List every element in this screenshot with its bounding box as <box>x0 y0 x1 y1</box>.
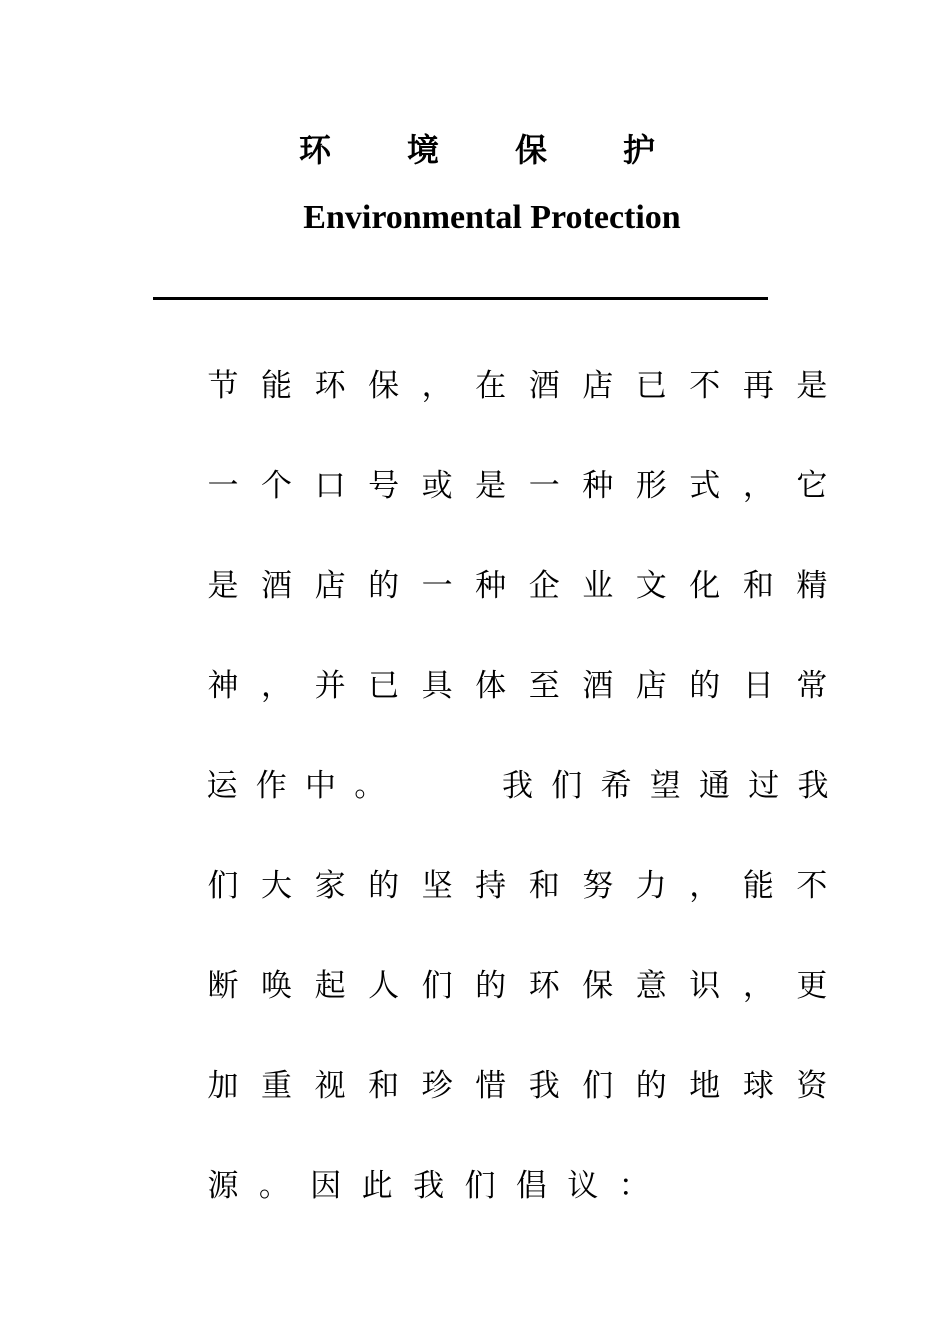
text-char: 号 <box>368 468 400 504</box>
text-line <box>205 536 830 636</box>
text-line <box>205 636 830 736</box>
text-char: 已 <box>368 668 400 704</box>
text-char: 并 <box>314 668 346 704</box>
text-char: 作 <box>255 768 287 804</box>
text-char: 运 <box>206 768 238 804</box>
text-char: 通 <box>699 768 730 804</box>
text-char: 过 <box>748 768 780 804</box>
text-line <box>205 336 830 436</box>
text-char: ： <box>618 1168 650 1204</box>
text-char: 们 <box>207 868 239 904</box>
text-char: 加 <box>207 1068 239 1104</box>
text-char: 形 <box>635 468 667 504</box>
text-char: 的 <box>368 868 400 904</box>
text-char: 地 <box>689 1068 721 1104</box>
text-char: 和 <box>368 1068 400 1104</box>
text-char: 业 <box>582 568 614 604</box>
text-char: 店 <box>314 568 346 604</box>
text-char: ， <box>689 868 721 904</box>
text-char: 店 <box>582 368 614 404</box>
text-char: 一 <box>421 568 453 604</box>
text-char: 已 <box>635 368 667 404</box>
text-char: 的 <box>689 668 721 704</box>
text-char: 的 <box>635 1068 667 1104</box>
text-char: 唤 <box>261 968 293 1004</box>
text-char: ， <box>742 968 774 1004</box>
text-char: 酒 <box>261 568 293 604</box>
text-char: 此 <box>361 1168 393 1204</box>
text-char: 是 <box>796 368 828 404</box>
text-char: 视 <box>314 1068 346 1104</box>
text-char: 大 <box>261 868 293 904</box>
text-char: 因 <box>310 1168 342 1204</box>
text-char: 。 <box>354 768 386 804</box>
text-char: 文 <box>635 568 667 604</box>
text-line <box>205 936 830 1036</box>
text-char: 识 <box>689 968 721 1004</box>
text-char: 们 <box>582 1068 614 1104</box>
text-char: 或 <box>421 468 453 504</box>
text-char: 店 <box>635 668 667 704</box>
text-char: 一 <box>528 468 560 504</box>
text-char: 能 <box>742 868 774 904</box>
text-char: 环 <box>528 968 560 1004</box>
text-char: 酒 <box>582 668 614 704</box>
text-char: 精 <box>796 568 828 604</box>
text-char: ， <box>261 668 293 704</box>
text-char: 它 <box>796 468 828 504</box>
text-char: 酒 <box>528 368 560 404</box>
title-english: Environmental Protection <box>303 199 681 236</box>
text-char: 在 <box>475 368 507 404</box>
text-char: 家 <box>314 868 346 904</box>
text-char: 再 <box>742 368 774 404</box>
title-char: 境 <box>406 131 439 169</box>
text-char: 意 <box>635 968 667 1004</box>
text-char: 断 <box>207 968 239 1004</box>
text-char: 的 <box>368 568 400 604</box>
text-char: 珍 <box>421 1068 453 1104</box>
horizontal-rule <box>153 297 768 300</box>
text-char: 是 <box>475 468 507 504</box>
text-char: 和 <box>742 568 774 604</box>
text-char: 神 <box>207 668 239 704</box>
text-char: 式 <box>689 468 721 504</box>
text-char: 化 <box>689 568 721 604</box>
text-char: 力 <box>635 868 667 904</box>
text-char: 。 <box>258 1168 290 1204</box>
text-char: 保 <box>368 368 400 404</box>
text-char: 个 <box>261 468 293 504</box>
text-char: 望 <box>649 768 681 804</box>
text-char: 能 <box>261 368 293 404</box>
text-line <box>205 1036 830 1136</box>
text-char: 体 <box>475 668 507 704</box>
text-char: 持 <box>475 868 507 904</box>
text-char: 希 <box>600 768 632 804</box>
text-char: 人 <box>368 968 400 1004</box>
text-char: 种 <box>475 568 507 604</box>
title-char: 保 <box>514 131 547 169</box>
text-line <box>205 836 830 936</box>
text-char: 我 <box>797 768 829 804</box>
text-char: 是 <box>207 568 239 604</box>
text-char: 坚 <box>421 868 453 904</box>
text-char: 我 <box>528 1068 560 1104</box>
text-char: 惜 <box>475 1068 507 1104</box>
text-char: 常 <box>796 668 828 704</box>
text-char: 企 <box>528 568 560 604</box>
text-char: 重 <box>261 1068 293 1104</box>
text-char: 不 <box>689 368 721 404</box>
text-char: 种 <box>582 468 614 504</box>
text-char: 们 <box>551 768 583 804</box>
text-char: 起 <box>314 968 346 1004</box>
text-char: 中 <box>305 768 336 804</box>
text-char: 更 <box>796 968 828 1004</box>
text-char: 努 <box>582 868 614 904</box>
title-char: 环 <box>298 131 331 169</box>
text-char: 源 <box>207 1168 239 1204</box>
text-char: 保 <box>582 968 614 1004</box>
text-char: 和 <box>528 868 560 904</box>
text-line <box>205 1136 830 1236</box>
text-char: 一 <box>207 468 239 504</box>
body-paragraph <box>205 336 830 1236</box>
text-char: 的 <box>475 968 507 1004</box>
text-char: 资 <box>796 1068 828 1104</box>
text-char: ， <box>421 368 453 404</box>
text-line <box>205 436 830 536</box>
text-char: 我 <box>413 1168 445 1204</box>
text-char: 倡 <box>515 1168 547 1204</box>
text-char: 议 <box>567 1168 599 1204</box>
text-char: 们 <box>464 1168 496 1204</box>
title-chinese <box>297 128 657 172</box>
text-char: 不 <box>796 868 828 904</box>
text-char: 环 <box>314 368 346 404</box>
text-char: 日 <box>742 668 774 704</box>
text-char: 们 <box>421 968 453 1004</box>
text-char: ， <box>742 468 774 504</box>
title-char: 护 <box>622 131 655 169</box>
text-char: 球 <box>742 1068 774 1104</box>
text-char: 节 <box>207 368 239 404</box>
text-char: 我 <box>502 768 533 804</box>
text-char: 口 <box>314 468 346 504</box>
text-line <box>205 736 830 836</box>
text-char: 至 <box>528 668 560 704</box>
text-char: 具 <box>421 668 453 704</box>
